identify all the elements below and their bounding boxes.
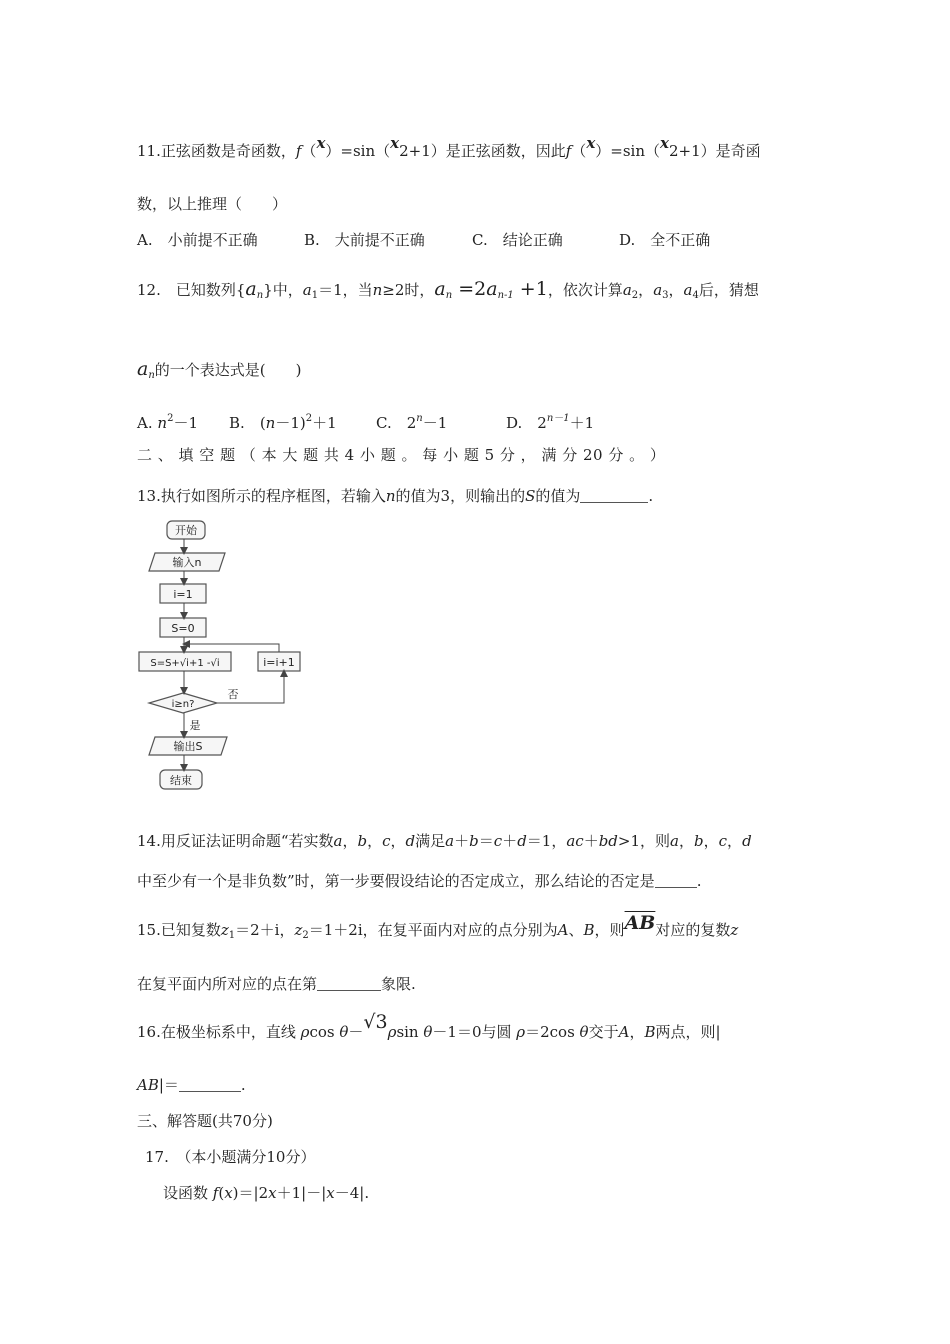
q11-option-a: A. 小前提不正确 (137, 231, 258, 249)
flow-output-label: 输出S (173, 740, 203, 753)
q15-line2: 在复平面内所对应的点在第 象限. (137, 975, 416, 993)
flow-update-s-label: S=S+√i+1 -√i (150, 658, 220, 669)
q16-line2: AB|＝ . (137, 1076, 246, 1094)
q16-answer-blank (179, 1077, 241, 1092)
section2-heading: 二 、 填 空 题 （ 本 大 题 共 4 小 题 。 每 小 题 5 分 ， 满 分 20 分 。 ） (137, 446, 666, 464)
q11-options (137, 229, 710, 250)
q12-option-d: D. $2^{n-1}+1$ (506, 413, 595, 432)
q17-body: 设函数 f(x)＝|2x＋1|－|x－4|. (163, 1184, 370, 1202)
flow-no-label: 否 (227, 688, 239, 701)
q11-option-d: D. 全不正确 (619, 231, 711, 249)
flow-init-s-label: S=0 (171, 622, 195, 635)
flowchart (137, 517, 307, 792)
flow-input-label: 输入n (172, 556, 202, 569)
q15-line1: 15.已知复数$z_1=2+i$，$z_2=1+2i$，在复平面内对应的点分别为A、B，则$\overline{AB}$对应的复数z (137, 912, 739, 941)
q11-line1: 11.正弦函数是奇函数，f（x）=sin（x2+1）是正弦函数，因此f（x）=sin（x2+1）是奇函 (137, 134, 761, 160)
sqrt3: √3 (363, 1011, 388, 1033)
flow-yes-label: 是 (189, 719, 201, 732)
q11-option-c: C. 结论正确 (472, 231, 563, 249)
flow-increment-label: i=i+1 (263, 656, 295, 669)
q14-line1: 14.用反证法证明命题“若实数a，b，c，d满足a＋b＝c＋d＝1，ac＋bd>1，则a，b，c，d (137, 832, 752, 850)
q14-answer-blank (655, 873, 697, 888)
q12-option-a: A. $n^2-1$ (137, 413, 198, 432)
q13-answer-blank (580, 488, 648, 503)
section3-heading: 三、解答题(共70分) (137, 1112, 273, 1130)
q13-text: 13.执行如图所示的程序框图，若输入n的值为3，则输出的S的值为 . (137, 487, 654, 505)
q12-option-c: C. $2^n-1$ (376, 413, 448, 432)
q15-answer-blank (317, 976, 381, 991)
q12-options (137, 409, 594, 433)
q17-title: 17. （本小题满分10分） (145, 1148, 316, 1166)
q11-option-b: B. 大前提不正确 (304, 231, 425, 249)
flow-condition-label: i≥n? (171, 699, 195, 710)
q12-line2: $a_n$的一个表达式是( ) (137, 358, 302, 381)
q12-line1: 12. 已知数列$\{a_n\}$中，$a_1=1$，当n≥2时，$a_n =2a_{n-1} +1$，依次计算$a_2$，$a_3$，$a_4$后，猜想 (137, 278, 759, 301)
ab-vector: $\overline{AB}$ (624, 912, 656, 934)
q11-line2: 数，以上推理（ ） (137, 195, 288, 213)
q14-line2: 中至少有一个是非负数”时，第一步要假设结论的否定成立，那么结论的否定是 . (137, 872, 702, 890)
flow-init-i-label: i=1 (173, 588, 193, 601)
flow-end-label: 结束 (170, 774, 192, 787)
q16-line1: 16.在极坐标系中，直线 ρcos θ－√3ρsin θ－1＝0与圆 ρ＝2cos θ交于A，B两点，则| (137, 1011, 721, 1041)
q12-option-b: B. $(n-1)^2+1$ (229, 413, 337, 432)
flow-start-label: 开始 (175, 524, 197, 537)
